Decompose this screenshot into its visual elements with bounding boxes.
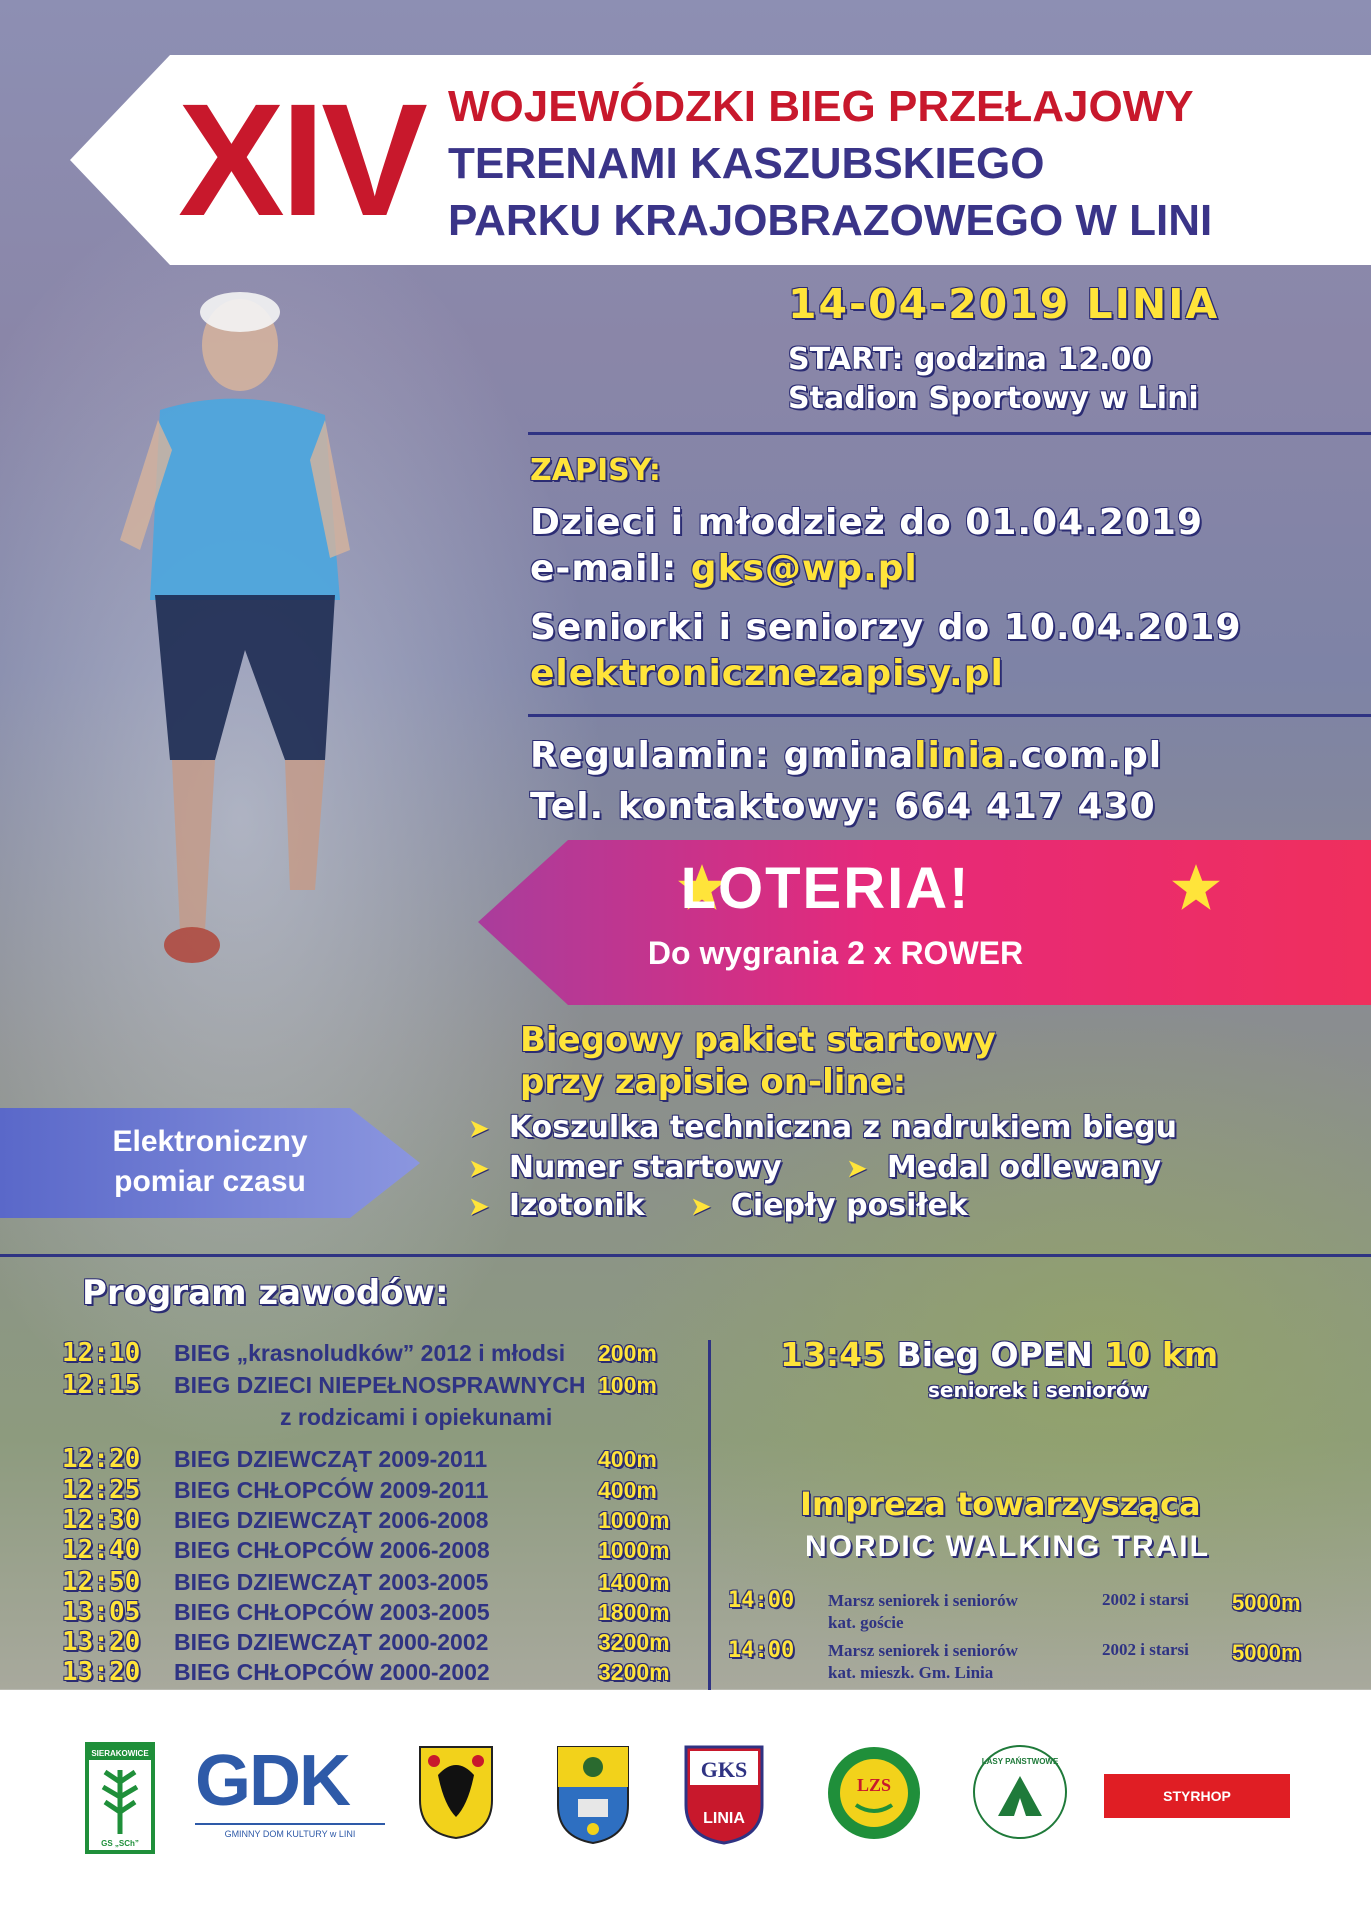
program-name: BIEG DZIEWCZĄT 2009-2011: [174, 1446, 488, 1472]
kids-registration: Dzieci i młodzież do 01.04.2019: [530, 502, 1204, 543]
online-registration-link[interactable]: elektronicznezapisy.pl: [530, 653, 1004, 694]
edition-numeral: XIV: [178, 70, 424, 249]
program-time: 12:30: [62, 1505, 141, 1535]
program-time: 12:15: [62, 1370, 141, 1400]
timing-line: pomiar czasu: [114, 1165, 306, 1198]
arrow-icon: ➤: [690, 1192, 712, 1222]
program-name: BIEG DZIECI NIEPEŁNOSPRAWNYCH: [174, 1372, 586, 1398]
phone-line: [530, 786, 1156, 827]
arrow-icon: ➤: [846, 1154, 868, 1184]
title-line-1: WOJEWÓDZKI BIEG PRZEŁAJOWY: [448, 82, 1194, 131]
packet-item: [690, 1188, 968, 1223]
program-time: 12:25: [62, 1475, 141, 1505]
packet-item: [468, 1150, 782, 1185]
packet-item-label: Numer startowy: [508, 1150, 782, 1185]
nordic-description: [828, 1590, 1018, 1634]
lzs-letters: LZS: [856, 1775, 892, 1795]
venue: Stadion Sportowy w Lini: [788, 381, 1199, 416]
program-distance: 1000m: [598, 1507, 670, 1533]
pomorskie-crest-icon: [418, 1745, 494, 1840]
packet-item-label: Izotonik: [508, 1188, 645, 1223]
event-date: 14-04-2019 LINIA: [788, 280, 1220, 328]
open-run: [780, 1335, 1218, 1374]
nordic-description: [828, 1640, 1018, 1684]
lasy-panstwowe-logo: [970, 1742, 1070, 1842]
packet-item: [468, 1188, 645, 1223]
packet-item: [846, 1150, 1161, 1185]
program-distance: 100m: [598, 1372, 657, 1398]
phone-label: Tel. kontaktowy:: [530, 786, 881, 827]
gks-town: LINIA: [703, 1810, 745, 1827]
program-distance: 3200m: [598, 1629, 670, 1655]
rules-link[interactable]: [784, 735, 1163, 776]
packet-item-label: Koszulka techniczna z nadrukiem biegu: [508, 1110, 1177, 1145]
nordic-distance: 5000m: [1232, 1590, 1301, 1615]
divider: [0, 1254, 1371, 1257]
divider: [528, 714, 1371, 717]
rules-url-part: .com.pl: [1006, 735, 1163, 776]
program-distance: 3200m: [598, 1659, 670, 1685]
phone-number[interactable]: 664 417 430: [894, 786, 1156, 827]
program-time: 12:20: [62, 1444, 141, 1474]
program-heading: Program zawodów:: [82, 1273, 449, 1313]
nordic-age: 2002 i starsi: [1102, 1640, 1189, 1659]
email-link[interactable]: gks@wp.pl: [690, 548, 918, 589]
program-name: BIEG „krasnoludków” 2012 i młodsi: [174, 1340, 566, 1366]
program-subname: z rodzicami i opiekunami: [280, 1404, 553, 1430]
open-run-time: 13:45: [780, 1335, 886, 1374]
styrhop-logo: [1104, 1774, 1290, 1818]
program-name: BIEG DZIEWCZĄT 2006-2008: [174, 1507, 489, 1533]
nordic-desc-line: kat. goście: [828, 1613, 904, 1632]
program-divider: [708, 1340, 711, 1690]
program-time: 12:50: [62, 1567, 141, 1597]
email-line: [530, 548, 918, 589]
program-distance: 400m: [598, 1446, 657, 1472]
lottery-title: LOTERIA!: [680, 856, 971, 921]
linia-crest-icon: [556, 1745, 630, 1845]
nordic-age: 2002 i starsi: [1102, 1590, 1189, 1609]
program-time: 13:20: [62, 1627, 141, 1657]
program-name: BIEG CHŁOPCÓW 2000-2002: [174, 1659, 490, 1685]
nordic-walking-title: NORDIC WALKING TRAIL: [805, 1530, 1210, 1563]
packet-item-label: Medal odlewany: [886, 1150, 1162, 1185]
gdk-letters: GDK: [195, 1741, 349, 1821]
program-distance: 200m: [598, 1340, 657, 1366]
nordic-distance: 5000m: [1232, 1640, 1301, 1665]
email-label: e-mail:: [530, 548, 678, 589]
nordic-time: 14:00: [728, 1638, 795, 1663]
styrhop-text: STYRHOP: [1163, 1788, 1231, 1804]
title-line-2: TERENAMI KASZUBSKIEGO: [448, 139, 1045, 188]
open-run-name: Bieg OPEN: [896, 1335, 1093, 1374]
registration-heading: ZAPISY:: [530, 453, 661, 488]
rules-line: [530, 735, 1162, 776]
packet-heading-2: przy zapisie on-line:: [520, 1062, 907, 1102]
divider: [528, 432, 1371, 435]
program-name: BIEG DZIEWCZĄT 2003-2005: [174, 1569, 489, 1595]
seniors-registration: Seniorki i seniorzy do 10.04.2019: [530, 607, 1242, 648]
arrow-icon: ➤: [468, 1114, 490, 1144]
nordic-desc-line: kat. mieszk. Gm. Linia: [828, 1663, 994, 1682]
lzs-logo: [826, 1745, 922, 1841]
program-time: 13:20: [62, 1657, 141, 1687]
timing-label: [60, 1122, 360, 1202]
packet-heading: Biegowy pakiet startowy: [520, 1020, 996, 1060]
program-distance: 1400m: [598, 1569, 670, 1595]
open-run-subtitle: seniorek i seniorów: [928, 1378, 1149, 1402]
sierakowice-logo: [85, 1742, 155, 1854]
program-time: 12:40: [62, 1535, 141, 1565]
lottery-subtitle: Do wygrania 2 x ROWER: [647, 935, 1024, 971]
program-time: 13:05: [62, 1597, 141, 1627]
nordic-desc-line: Marsz seniorek i seniorów: [828, 1641, 1018, 1660]
timing-line: Elektroniczny: [112, 1125, 308, 1158]
program-distance: 1800m: [598, 1599, 670, 1625]
program-name: BIEG DZIEWCZĄT 2000-2002: [174, 1629, 489, 1655]
gks-linia-logo: [684, 1745, 764, 1845]
packet-item-label: Ciepły posiłek: [730, 1188, 968, 1223]
nordic-time: 14:00: [728, 1588, 795, 1613]
gdk-caption: GMINNY DOM KULTURY w LINI: [195, 1823, 385, 1839]
packet-item: [468, 1110, 1177, 1145]
lasy-caption: LASY PAŃSTWOWE: [981, 1757, 1059, 1766]
sierakowice-bottom: GS „SCh”: [101, 1839, 139, 1848]
rules-url-highlight: linia: [914, 735, 1007, 776]
arrow-icon: ➤: [468, 1154, 490, 1184]
gks-letters: GKS: [700, 1757, 748, 1782]
program-time: 12:10: [62, 1338, 141, 1368]
side-event-heading: Impreza towarzysząca: [800, 1485, 1201, 1523]
program-distance: 400m: [598, 1477, 657, 1503]
gdk-logo: [195, 1741, 385, 1839]
sierakowice-top: SIERAKOWICE: [91, 1749, 149, 1758]
open-run-distance: 10 km: [1104, 1335, 1219, 1374]
program-name: BIEG CHŁOPCÓW 2006-2008: [174, 1537, 490, 1563]
start-time: START: godzina 12.00: [788, 342, 1153, 377]
rules-url-part: gmina: [783, 735, 915, 776]
program-name: BIEG CHŁOPCÓW 2003-2005: [174, 1599, 490, 1625]
nordic-desc-line: Marsz seniorek i seniorów: [828, 1591, 1018, 1610]
title-line-3: PARKU KRAJOBRAZOWEGO W LINI: [448, 196, 1213, 245]
program-name: BIEG CHŁOPCÓW 2009-2011: [174, 1477, 489, 1503]
program-distance: 1000m: [598, 1537, 670, 1563]
arrow-icon: ➤: [468, 1192, 490, 1222]
rules-label: Regulamin:: [530, 735, 771, 776]
